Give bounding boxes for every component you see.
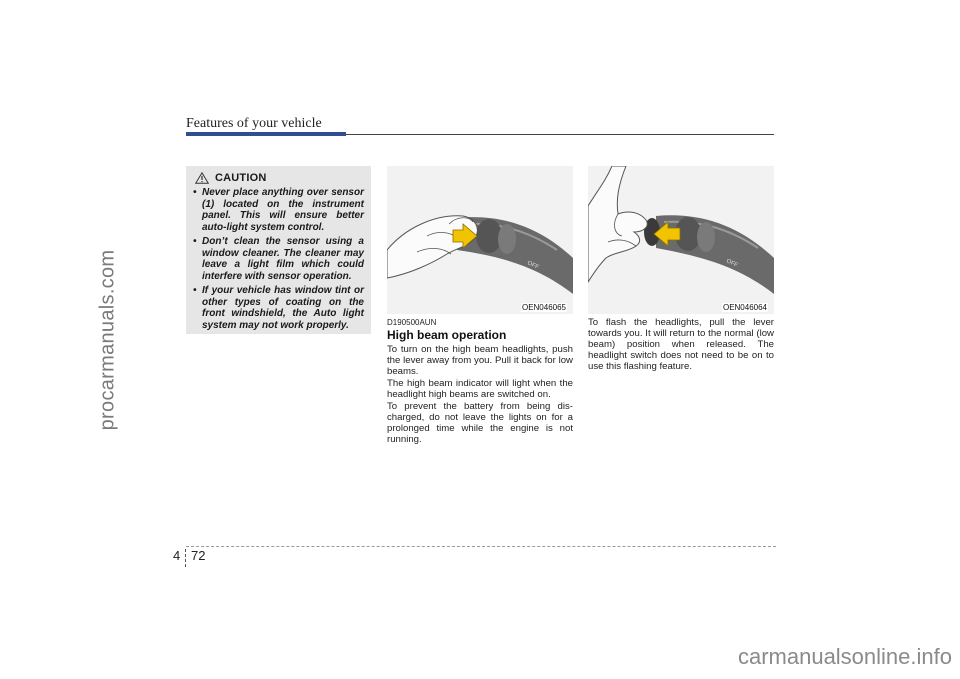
caution-list (193, 187, 364, 331)
paragraph: To flash the headlights, pull the lever towards you. It will return to the normal (low beam) position when released. The headlight switch does not need to be on to use this flashing feature. (588, 317, 774, 372)
page-number: 72 (191, 548, 206, 563)
section-heading: High beam operation (387, 328, 507, 342)
figure-push-lever (387, 166, 573, 314)
lever-marking: OFF (725, 258, 739, 269)
section-ref-code: D190500AUN (387, 318, 437, 327)
figure-code: OEN046064 (722, 303, 767, 312)
watermark-procarmanuals: procarmanuals.com (96, 249, 119, 431)
page-header-title: Features of your vehicle (186, 116, 322, 131)
lever-push-illustration (387, 166, 573, 314)
caution-item: • If your vehicle has window tint or other types of coating on the front windshield, the Auto light system may not work properly. (193, 285, 364, 331)
lever-marking: OFF (526, 260, 540, 271)
caution-header (195, 172, 364, 184)
paragraph: To prevent the battery from being dis-charged, do not leave the lights on for a prolonged time while the engine is not running. (387, 401, 573, 445)
lever-pull-illustration (588, 166, 774, 314)
chapter-number: 4 (173, 548, 181, 563)
caution-item: • Never place anything over sensor (1) located on the instrument panel. This will ensure better auto-light system control. (193, 187, 364, 233)
caution-item: • Don’t clean the sensor using a window cleaner. The cleaner may leave a light film which could interfere with sensor operation. (193, 236, 364, 282)
footer-rule (186, 546, 776, 547)
watermark-carmanualsonline: carmanualsonline.info (737, 644, 952, 669)
figure-code: OEN046065 (521, 303, 566, 312)
flash-text (588, 317, 774, 373)
page-number-separator (185, 549, 186, 567)
paragraph: To turn on the high beam headlights, push the lever away from you. Pull it back for low beams. (387, 344, 573, 377)
warning-triangle-icon (195, 172, 209, 184)
caution-box (186, 166, 371, 334)
paragraph: The high beam indicator will light when the headlight high beams are switched on. (387, 378, 573, 400)
figure-pull-lever (588, 166, 774, 314)
header-accent-rule (186, 132, 346, 136)
header-rule (346, 134, 774, 135)
high-beam-text (387, 344, 573, 446)
caution-title: CAUTION (215, 172, 267, 184)
